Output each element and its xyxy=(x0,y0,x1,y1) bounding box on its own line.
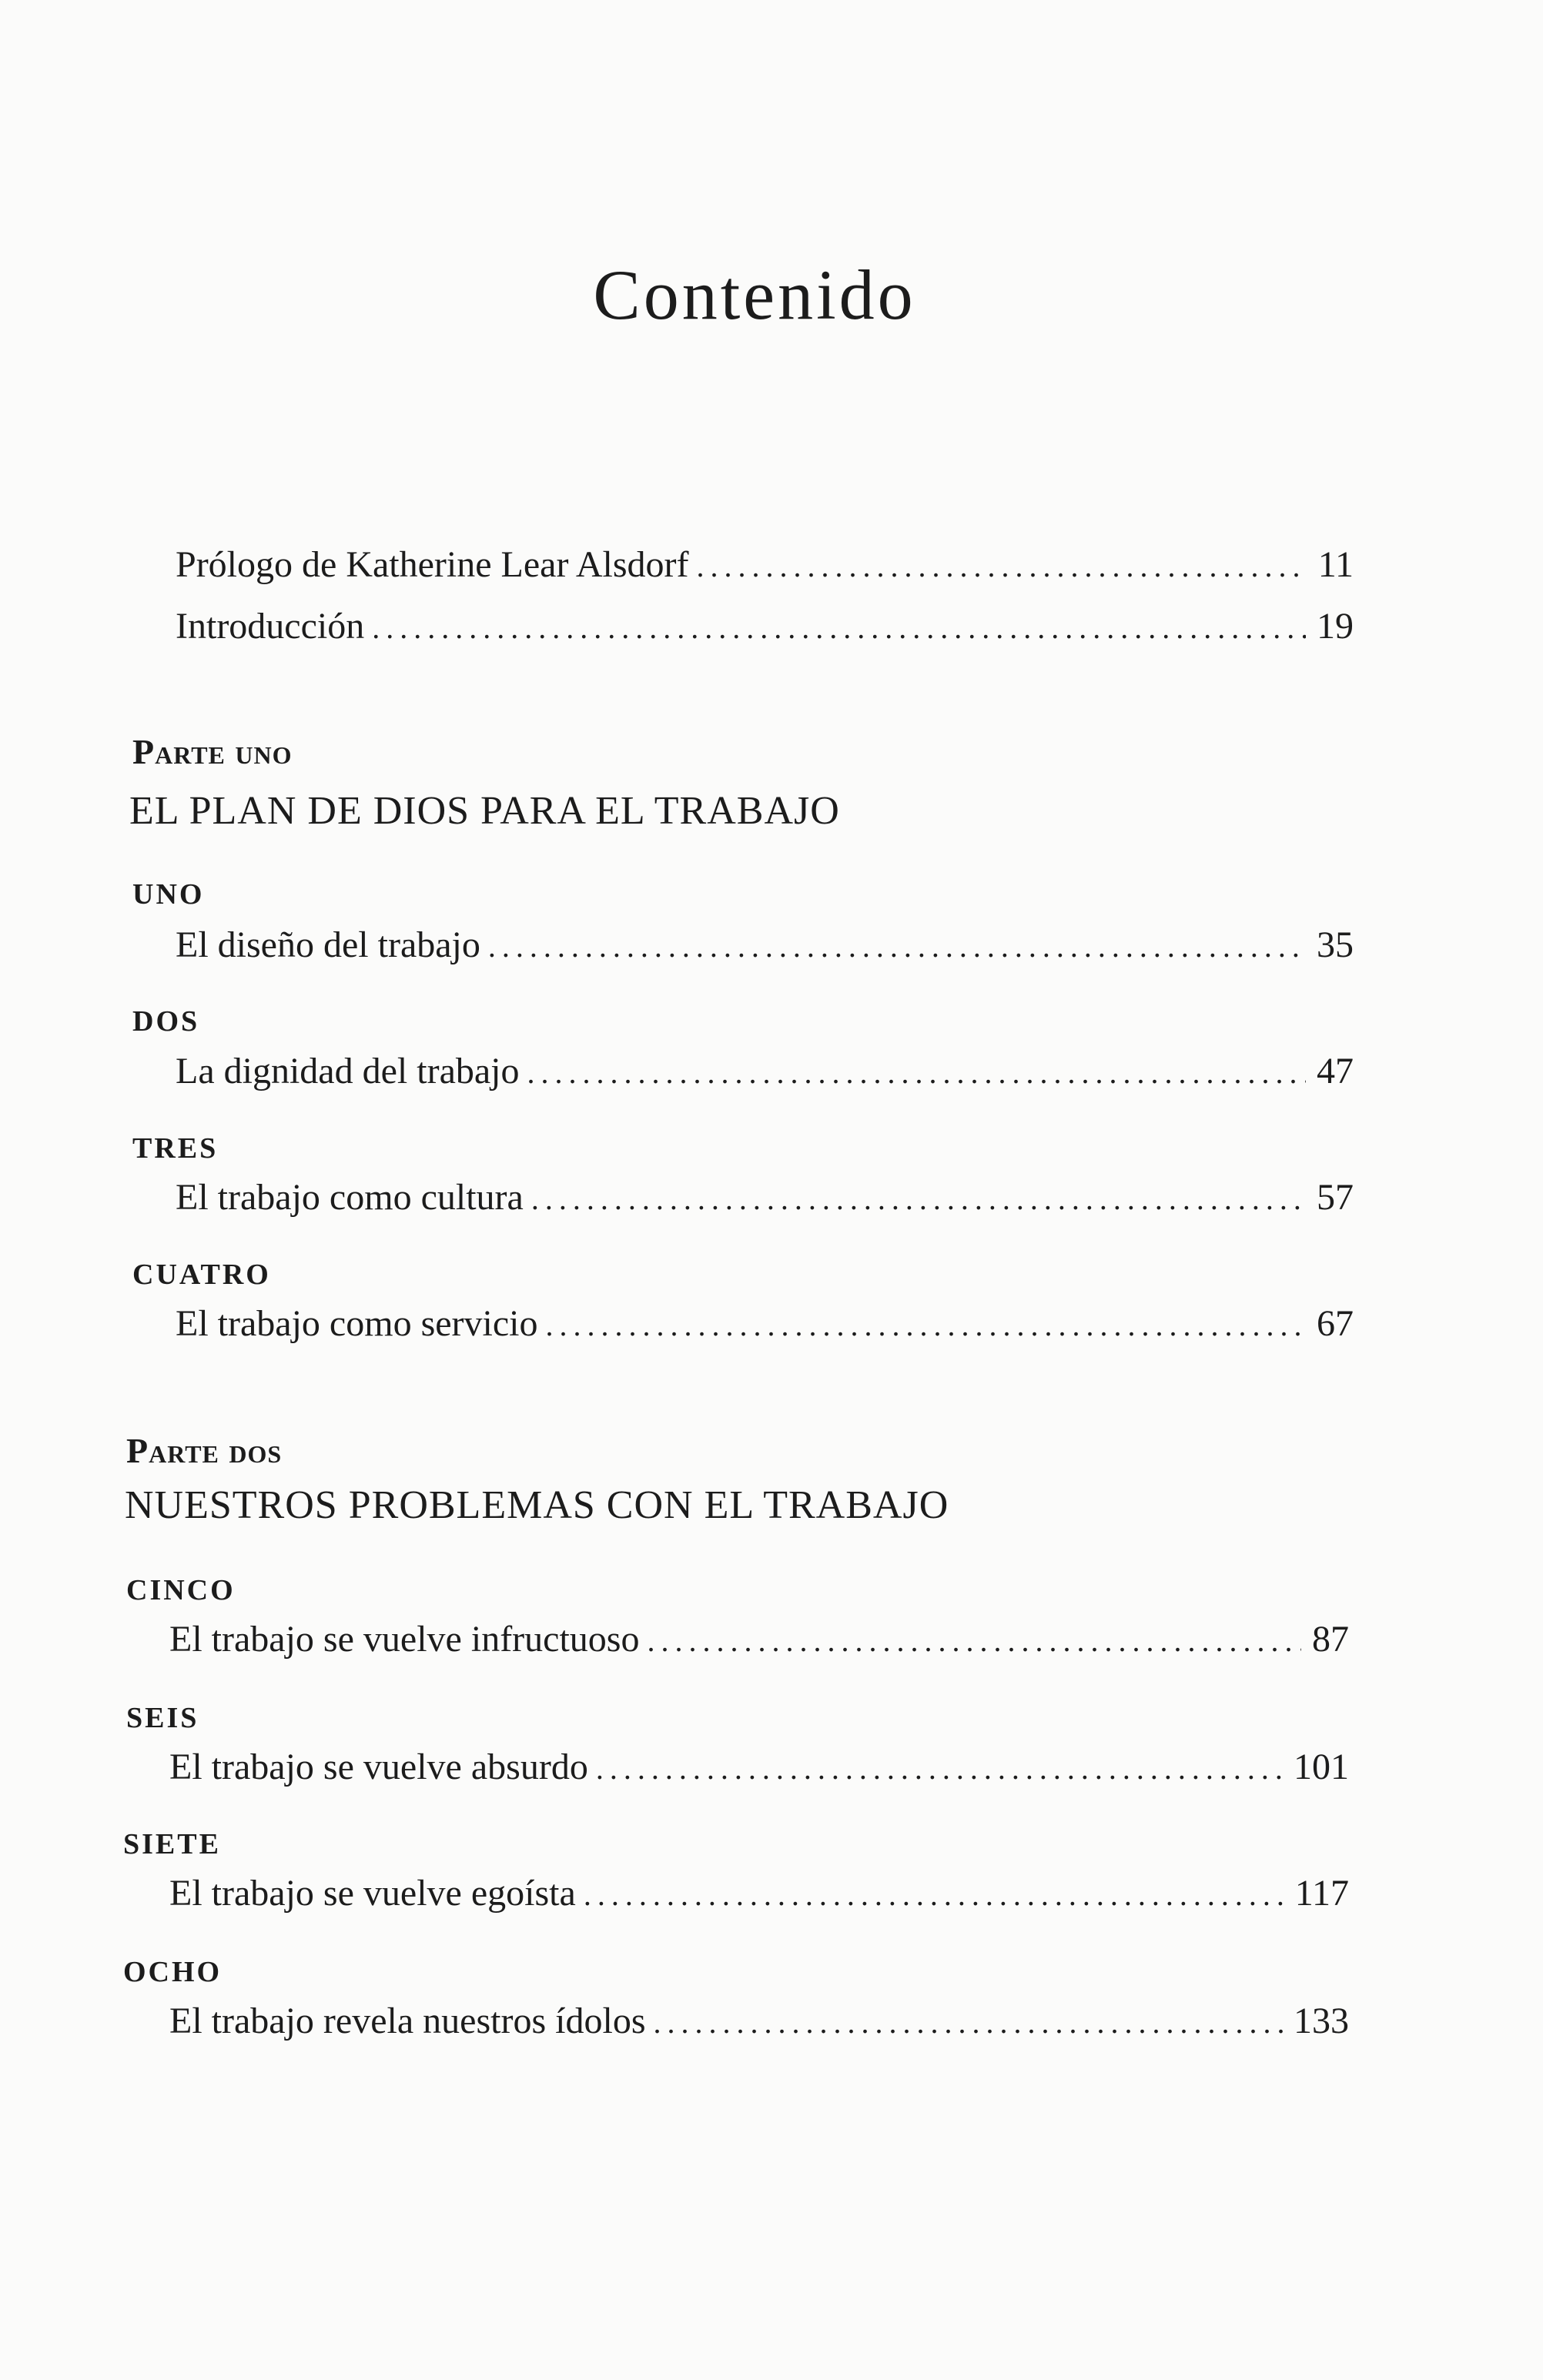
toc-entry-chapter xyxy=(169,1870,1349,1918)
toc-entry-page: 87 xyxy=(1312,1619,1349,1660)
toc-entry-chapter xyxy=(176,1175,1354,1222)
toc-entry-chapter xyxy=(176,1048,1354,1096)
toc-entry-introduction xyxy=(176,603,1354,651)
toc-entry-title: El trabajo como cultura xyxy=(176,1177,524,1218)
toc-entry-page: 133 xyxy=(1294,2001,1349,2041)
toc-entry-chapter xyxy=(176,922,1354,970)
dot-leader xyxy=(596,1746,1283,1792)
chapter-label: UNO xyxy=(132,878,205,911)
toc-entry-page: 67 xyxy=(1317,1303,1354,1344)
chapter-label: CINCO xyxy=(126,1574,236,1606)
toc-entry-page: 35 xyxy=(1317,924,1354,965)
toc-entry-chapter xyxy=(169,1616,1349,1664)
dot-leader xyxy=(546,1302,1306,1349)
toc-entry-chapter xyxy=(176,1301,1354,1349)
toc-entry-chapter xyxy=(169,1998,1349,2046)
toc-entry-page: 117 xyxy=(1294,1873,1349,1914)
toc-entry-title: Introducción xyxy=(176,606,365,647)
toc-entry-prologue xyxy=(176,542,1354,590)
toc-entry-title: La dignidad del trabajo xyxy=(176,1051,520,1091)
toc-entry-page: 101 xyxy=(1294,1747,1349,1787)
page-title: Contenido xyxy=(593,256,916,334)
chapter-label: DOS xyxy=(132,1005,200,1038)
toc-entry-title: El trabajo revela nuestros ídolos xyxy=(169,2001,646,2041)
toc-entry-title: Prólogo de Katherine Lear Alsdorf xyxy=(176,544,689,585)
toc-entry-page: 19 xyxy=(1317,606,1354,647)
chapter-label: OCHO xyxy=(123,1956,223,1988)
dot-leader xyxy=(584,1872,1284,1918)
dot-leader xyxy=(372,605,1306,651)
dot-leader xyxy=(654,2000,1284,2046)
toc-entry-title: El trabajo se vuelve egoísta xyxy=(169,1873,576,1914)
part-title: EL PLAN DE DIOS PARA EL TRABAJO xyxy=(129,789,840,833)
dot-leader xyxy=(696,543,1307,590)
toc-entry-title: El trabajo se vuelve absurdo xyxy=(169,1747,588,1787)
part-title: NUESTROS PROBLEMAS CON EL TRABAJO xyxy=(125,1483,949,1527)
toc-entry-page: 47 xyxy=(1317,1051,1354,1091)
dot-leader xyxy=(527,1050,1306,1096)
chapter-label: TRES xyxy=(132,1132,219,1165)
part-label: Parte uno xyxy=(132,732,293,771)
chapter-label: SIETE xyxy=(123,1828,221,1860)
chapter-label: CUATRO xyxy=(132,1259,271,1291)
toc-entry-page: 11 xyxy=(1317,544,1354,585)
toc-entry-chapter xyxy=(169,1744,1349,1792)
toc-entry-title: El trabajo como servicio xyxy=(176,1303,538,1344)
toc-entry-title: El diseño del trabajo xyxy=(176,924,480,965)
toc-entry-page: 57 xyxy=(1317,1177,1354,1218)
toc-entry-title: El trabajo se vuelve infructuoso xyxy=(169,1619,640,1660)
part-label: Parte dos xyxy=(126,1431,283,1470)
chapter-label: SEIS xyxy=(126,1702,199,1734)
dot-leader xyxy=(488,924,1306,970)
dot-leader xyxy=(647,1618,1301,1664)
dot-leader xyxy=(531,1176,1306,1222)
